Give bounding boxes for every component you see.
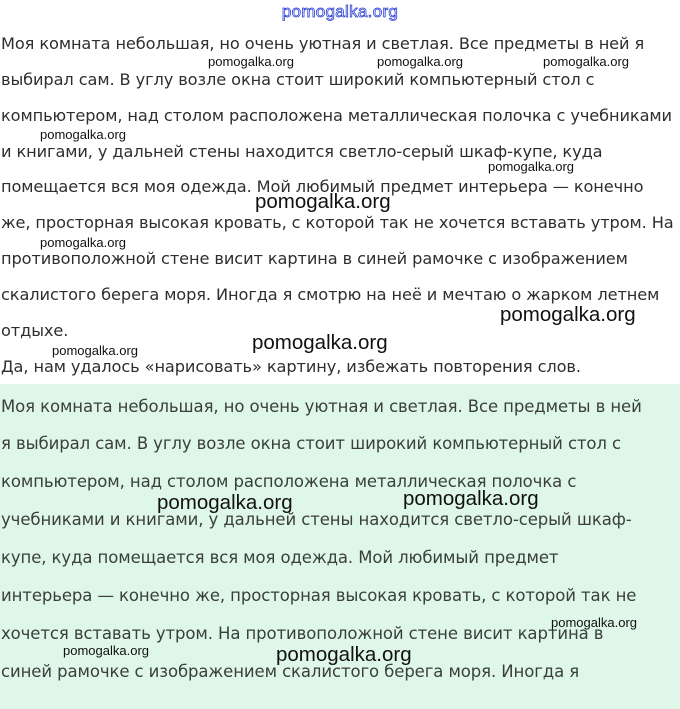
watermark: pomogalka.org bbox=[252, 331, 388, 354]
watermark: pomogalka.org bbox=[40, 235, 126, 250]
watermark: pomogalka.org bbox=[63, 643, 149, 658]
text-line: хочется вставать утром. На противоположной стене висит картина в bbox=[1, 624, 604, 643]
text-line: я выбирал сам. В углу возле окна стоит широкий компьютерный стол с bbox=[1, 434, 621, 453]
watermark: pomogalka.org bbox=[377, 54, 463, 69]
watermark: pomogalka.org bbox=[52, 343, 138, 358]
text-line: помещается вся моя одежда. Мой любимый предмет интерьера — конечно bbox=[1, 177, 644, 196]
text-line: купе, куда помещается вся моя одежда. Мой любимый предмет bbox=[1, 548, 559, 567]
text-line: компьютером, над столом расположена металлическая полочка с учебниками bbox=[1, 106, 672, 125]
text-line: же, просторная высокая кровать, с которой так не хочется вставать утром. На bbox=[1, 213, 674, 232]
watermark: pomogalka.org bbox=[403, 487, 539, 510]
text-line: Моя комната небольшая, но очень уютная и светлая. Все предметы в ней я bbox=[1, 34, 645, 53]
text-line: выбирал сам. В углу возле окна стоит широкий компьютерный стол с bbox=[1, 70, 595, 89]
watermark: pomogalka.org bbox=[488, 159, 574, 174]
watermark: pomogalka.org bbox=[208, 54, 294, 69]
text-line: скалистого берега моря. Иногда я смотрю на неё и мечтаю о жарком летнем bbox=[1, 285, 660, 304]
text-line: синей рамочке с изображением скалистого берега моря. Иногда я bbox=[1, 662, 580, 681]
text-line: учебниками и книгами, у дальней стены находится светло-серый шкаф- bbox=[1, 510, 632, 529]
watermark: pomogalka.org bbox=[276, 643, 412, 666]
watermark: pomogalka.org bbox=[551, 615, 637, 630]
text-line: отдыхе. bbox=[1, 321, 69, 340]
text-line: противоположной стене висит картина в синей рамочке с изображением bbox=[1, 249, 628, 268]
watermark: pomogalka.org bbox=[500, 303, 636, 326]
watermark: pomogalka.org bbox=[157, 491, 293, 514]
text-line: Моя комната небольшая, но очень уютная и светлая. Все предметы в ней bbox=[1, 397, 642, 416]
watermark: pomogalka.org bbox=[543, 54, 629, 69]
text-line: и книгами, у дальней стены находится светло-серый шкаф-купе, куда bbox=[1, 142, 603, 161]
text-line: компьютером, над столом расположена металлическая полочка с bbox=[1, 472, 577, 491]
text-line: интерьера — конечно же, просторная высокая кровать, с которой так не bbox=[1, 586, 637, 605]
conclusion-line: Да, нам удалось «нарисовать» картину, избежать повторения слов. bbox=[1, 357, 581, 376]
watermark: pomogalka.org bbox=[40, 127, 126, 142]
site-logo[interactable]: pomogalka.org bbox=[281, 2, 399, 21]
watermark: pomogalka.org bbox=[255, 190, 391, 213]
